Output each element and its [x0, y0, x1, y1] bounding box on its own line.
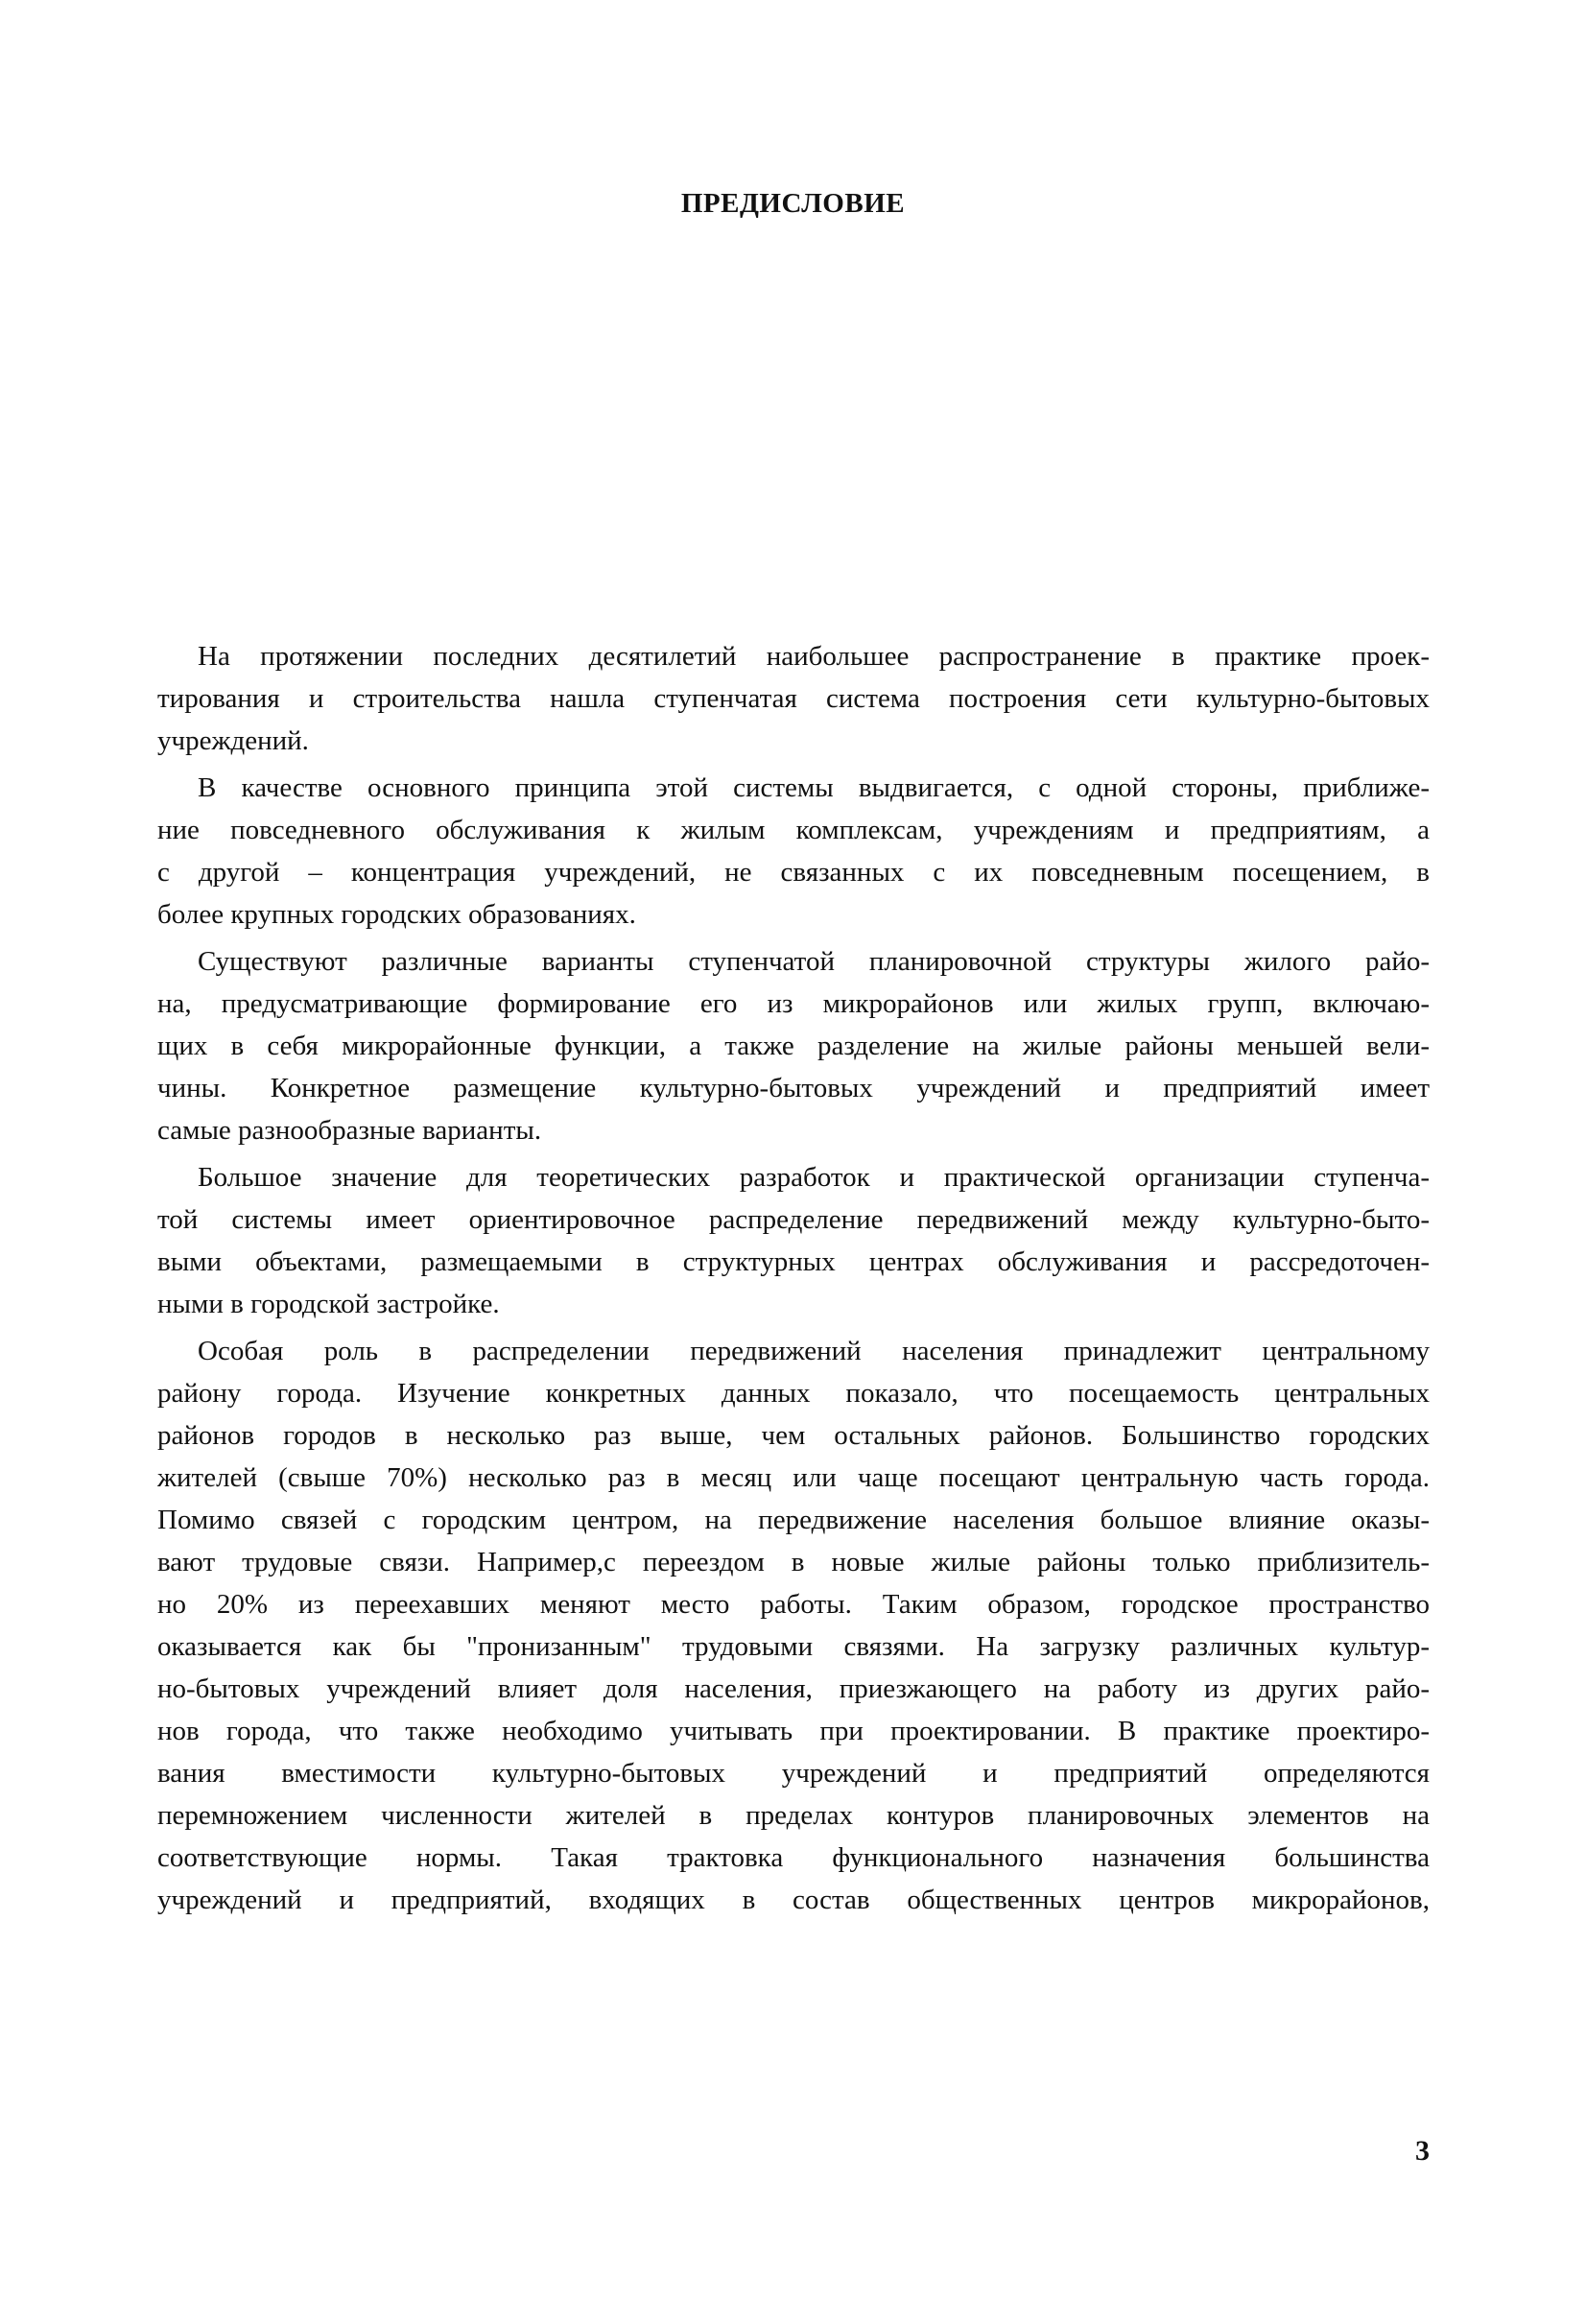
paragraph-line: щих в себя микрорайонные функции, а также разделение на жилые районы меньшей вели-	[157, 1031, 1430, 1061]
paragraph-line: более крупных городских образованиях.	[157, 899, 636, 930]
page-number: 3	[1415, 2135, 1430, 2167]
paragraph-line: учреждений и предприятий, входящих в состав общественных центров микрорайонов,	[157, 1885, 1430, 1915]
paragraph-line: нов города, что также необходимо учитывать при проектировании. В практике проектиро-	[157, 1716, 1430, 1746]
paragraph-line: но 20% из переехавших меняют место работы. Таким образом, городское пространство	[157, 1589, 1430, 1620]
paragraph-line: ние повседневного обслуживания к жилым комплексам, учреждениям и предприятиям, а	[157, 815, 1430, 845]
paragraph	[157, 1156, 1430, 1325]
paragraph-line: тирования и строительства нашла ступенчатая система построения сети культурно-бытовых	[157, 683, 1430, 714]
paragraph-line: району города. Изучение конкретных данных показало, что посещаемость центральных	[157, 1378, 1430, 1409]
paragraph-line: вают трудовые связи. Например,с переездом в новые жилые районы только приблизитель-	[157, 1547, 1430, 1577]
paragraph-line: перемножением численности жителей в пределах контуров планировочных элементов на	[157, 1800, 1430, 1831]
paragraph-line: районов городов в несколько раз выше, чем остальных районов. Большинство городских	[157, 1420, 1430, 1451]
paragraph-line: той системы имеет ориентировочное распределение передвижений между культурно-быто-	[157, 1204, 1430, 1235]
paragraph-line: но-бытовых учреждений влияет доля населения, приезжающего на работу из других райо-	[157, 1673, 1430, 1704]
paragraph-line: оказывается как бы "пронизанным" трудовыми связями. На загрузку различных культур-	[157, 1631, 1430, 1662]
paragraph-line: В качестве основного принципа этой системы выдвигается, с одной стороны, приближе-	[198, 772, 1430, 803]
paragraph	[157, 940, 1430, 1151]
paragraph-line: ными в городской застройке.	[157, 1289, 500, 1319]
paragraph-line: Особая роль в распределении передвижений населения принадлежит центральному	[198, 1336, 1430, 1366]
paragraph-line: с другой – концентрация учреждений, не связанных с их повседневным посещением, в	[157, 857, 1430, 888]
paragraph-line: на, предусматривающие формирование его из микрорайонов или жилых групп, включаю-	[157, 988, 1430, 1019]
paragraph-line: вания вместимости культурно-бытовых учреждений и предприятий определяются	[157, 1758, 1430, 1789]
paragraph-line: На протяжении последних десятилетий наибольшее распространение в практике проек-	[198, 641, 1430, 672]
paragraph	[157, 1330, 1430, 1921]
paragraph	[157, 767, 1430, 936]
paragraph-line: учреждений.	[157, 725, 309, 756]
paragraph-line: выми объектами, размещаемыми в структурных центрах обслуживания и рассредоточен-	[157, 1246, 1430, 1277]
paragraph-line: жителей (свыше 70%) несколько раз в месяц или чаще посещают центральную часть города.	[157, 1462, 1430, 1493]
paragraph	[157, 635, 1430, 762]
paragraph-line: Большое значение для теоретических разработок и практической организации ступенча-	[198, 1162, 1430, 1193]
paragraph-line: чины. Конкретное размещение культурно-бытовых учреждений и предприятий имеет	[157, 1073, 1430, 1103]
body-text	[157, 635, 1430, 1926]
paragraph-line: соответствующие нормы. Такая трактовка функционального назначения большинства	[157, 1842, 1430, 1873]
paragraph-line: Существуют различные варианты ступенчатой планировочной структуры жилого райо-	[198, 946, 1430, 977]
paragraph-line: Помимо связей с городским центром, на передвижение населения большое влияние оказы-	[157, 1505, 1430, 1535]
page-title: ПРЕДИСЛОВИЕ	[680, 188, 906, 219]
paragraph-line: самые разнообразные варианты.	[157, 1115, 542, 1146]
